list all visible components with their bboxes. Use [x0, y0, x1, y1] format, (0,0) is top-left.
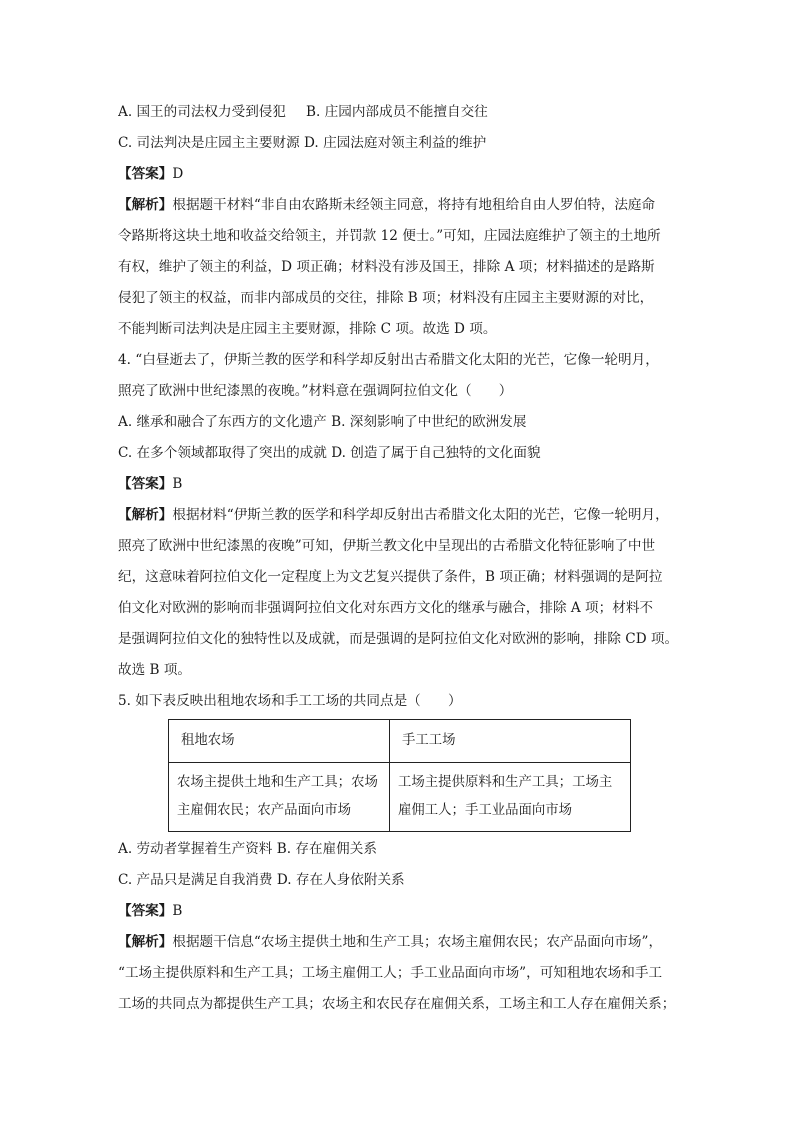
table-header-row: [169, 720, 631, 763]
q4-analysis-line-6: 故选 B 项。: [118, 662, 192, 678]
q3-options-row-1: [118, 97, 678, 128]
q4-analysis-line-5: 是强调阿拉伯文化的独特性以及成就，而是强调的是阿拉伯文化对欧洲的影响，排除 CD 项。: [118, 631, 678, 647]
q5-option-d: D. 存在人身依附关系: [276, 872, 405, 888]
q4-answer: [118, 469, 678, 500]
table-cell-farm: 农场主提供土地和生产工具；农场主雇佣农民；农产品面向市场: [169, 763, 390, 832]
table-header-workshop: 手工工场: [390, 720, 631, 763]
q3-analysis-line-3: 有权，维护了领主的利益，D 项正确；材料没有涉及国王，排除 A 项；材料描述的是路斯: [118, 259, 655, 275]
q4-stem-line-2: 照亮了欧洲中世纪漆黑的夜晚。”材料意在强调阿拉伯文化（ ）: [118, 383, 513, 399]
q5-analysis-line-1: [118, 927, 678, 958]
q4-option-c: C. 在多个领域都取得了突出的成就: [118, 445, 327, 461]
q4-analysis-label: 【解析】: [118, 507, 173, 523]
q3-analysis-line-4: 侵犯了领主的权益，而非内部成员的交往，排除 B 项；材料没有庄园主主要财源的对比，: [118, 290, 654, 306]
q3-answer-label: 【答案】: [118, 166, 173, 182]
q4-answer-value: B: [172, 476, 183, 492]
q5-comparison-table: [168, 719, 631, 832]
q5-option-c: C. 产品只是满足自我消费: [118, 872, 273, 888]
q3-option-d: D. 庄园法庭对领主利益的维护: [304, 135, 487, 151]
q5-option-a: A. 劳动者掌握着生产资料: [118, 841, 273, 857]
q5-option-b: B. 存在雇佣关系: [276, 841, 377, 857]
q5-analysis-line-2: “工场主提供原料和生产工具；工场主雇佣工人；手工业品面向市场”，可知租地农场和手工: [118, 965, 663, 981]
q3-option-b: B. 庄园内部成员不能擅自交往: [306, 104, 488, 120]
q4-option-a: A. 继承和融合了东西方的文化遗产: [118, 414, 327, 430]
q4-analysis-line-4: 伯文化对欧洲的影响而非强调阿拉伯文化对东西方文化的继承与融合，排除 A 项；材料不: [118, 600, 654, 616]
q3-analysis-text: 根据题干材料“非自由农路斯未经领主同意，将持有地租给自由人罗伯特，法庭命: [172, 197, 656, 213]
q3-option-a: A. 国王的司法权力受到侵犯: [118, 104, 286, 120]
q5-answer-value: B: [172, 903, 183, 919]
table-header-farm: 租地农场: [169, 720, 390, 763]
q3-analysis-line-5: 不能判断司法判决是庄园主主要财源，排除 C 项。故选 D 项。: [118, 321, 497, 337]
q5-stem: 5. 如下表反映出租地农场和手工工场的共同点是（ ）: [118, 693, 462, 709]
q5-answer: [118, 896, 678, 927]
q3-analysis-label: 【解析】: [118, 197, 173, 213]
table-row: [169, 763, 631, 832]
q4-option-d: D. 创造了属于自己独特的文化面貌: [331, 445, 541, 461]
q4-option-b: B. 深刻影响了中世纪的欧洲发展: [331, 414, 527, 430]
q4-options-row-1: [118, 407, 678, 438]
q3-answer-value: D: [172, 166, 184, 182]
q4-analysis-line-3: 纪，这意味着阿拉伯文化一定程度上为文艺复兴提供了条件，B 项正确；材料强调的是阿拉: [118, 569, 663, 585]
q3-options-row-2: [118, 128, 678, 159]
q5-analysis-line-3: 工场的共同点为都提供生产工具；农场主和农民存在雇佣关系，工场主和工人存在雇佣关系；: [118, 996, 676, 1012]
q5-answer-label: 【答案】: [118, 903, 173, 919]
q5-options-row-1: [118, 834, 678, 865]
q5-analysis-label: 【解析】: [118, 934, 173, 950]
q4-answer-label: 【答案】: [118, 476, 173, 492]
q3-answer: [118, 159, 678, 190]
q4-analysis-line-2: 照亮了欧洲中世纪漆黑的夜晚”可知，伊斯兰教文化中呈现出的古希腊文化特征影响了中世: [118, 538, 656, 554]
q3-analysis-line-1: [118, 190, 678, 221]
q5-analysis-text: 根据题干信息“农场主提供土地和生产工具；农场主雇佣农民；农产品面向市场”，: [172, 934, 663, 950]
document-page: [118, 97, 678, 1020]
q4-analysis-line-1: [118, 500, 678, 531]
q5-options-row-2: [118, 865, 678, 896]
table-cell-workshop: 工场主提供原料和生产工具；工场主雇佣工人；手工业品面向市场: [390, 763, 631, 832]
q4-analysis-text: 根据材料“伊斯兰教的医学和科学却反射出古希腊文化太阳的光芒，它像一轮明月，: [172, 507, 669, 523]
q3-analysis-line-2: 令路斯将这块土地和收益交给领主，并罚款 12 便士。”可知，庄园法庭维护了领主的土地所: [118, 228, 661, 244]
q3-option-c: C. 司法判决是庄园主主要财源: [118, 135, 300, 151]
q4-options-row-2: [118, 438, 678, 469]
q4-stem-line-1: 4. “白昼逝去了，伊斯兰教的医学和科学却反射出古希腊文化太阳的光芒，它像一轮明月，: [118, 352, 659, 368]
